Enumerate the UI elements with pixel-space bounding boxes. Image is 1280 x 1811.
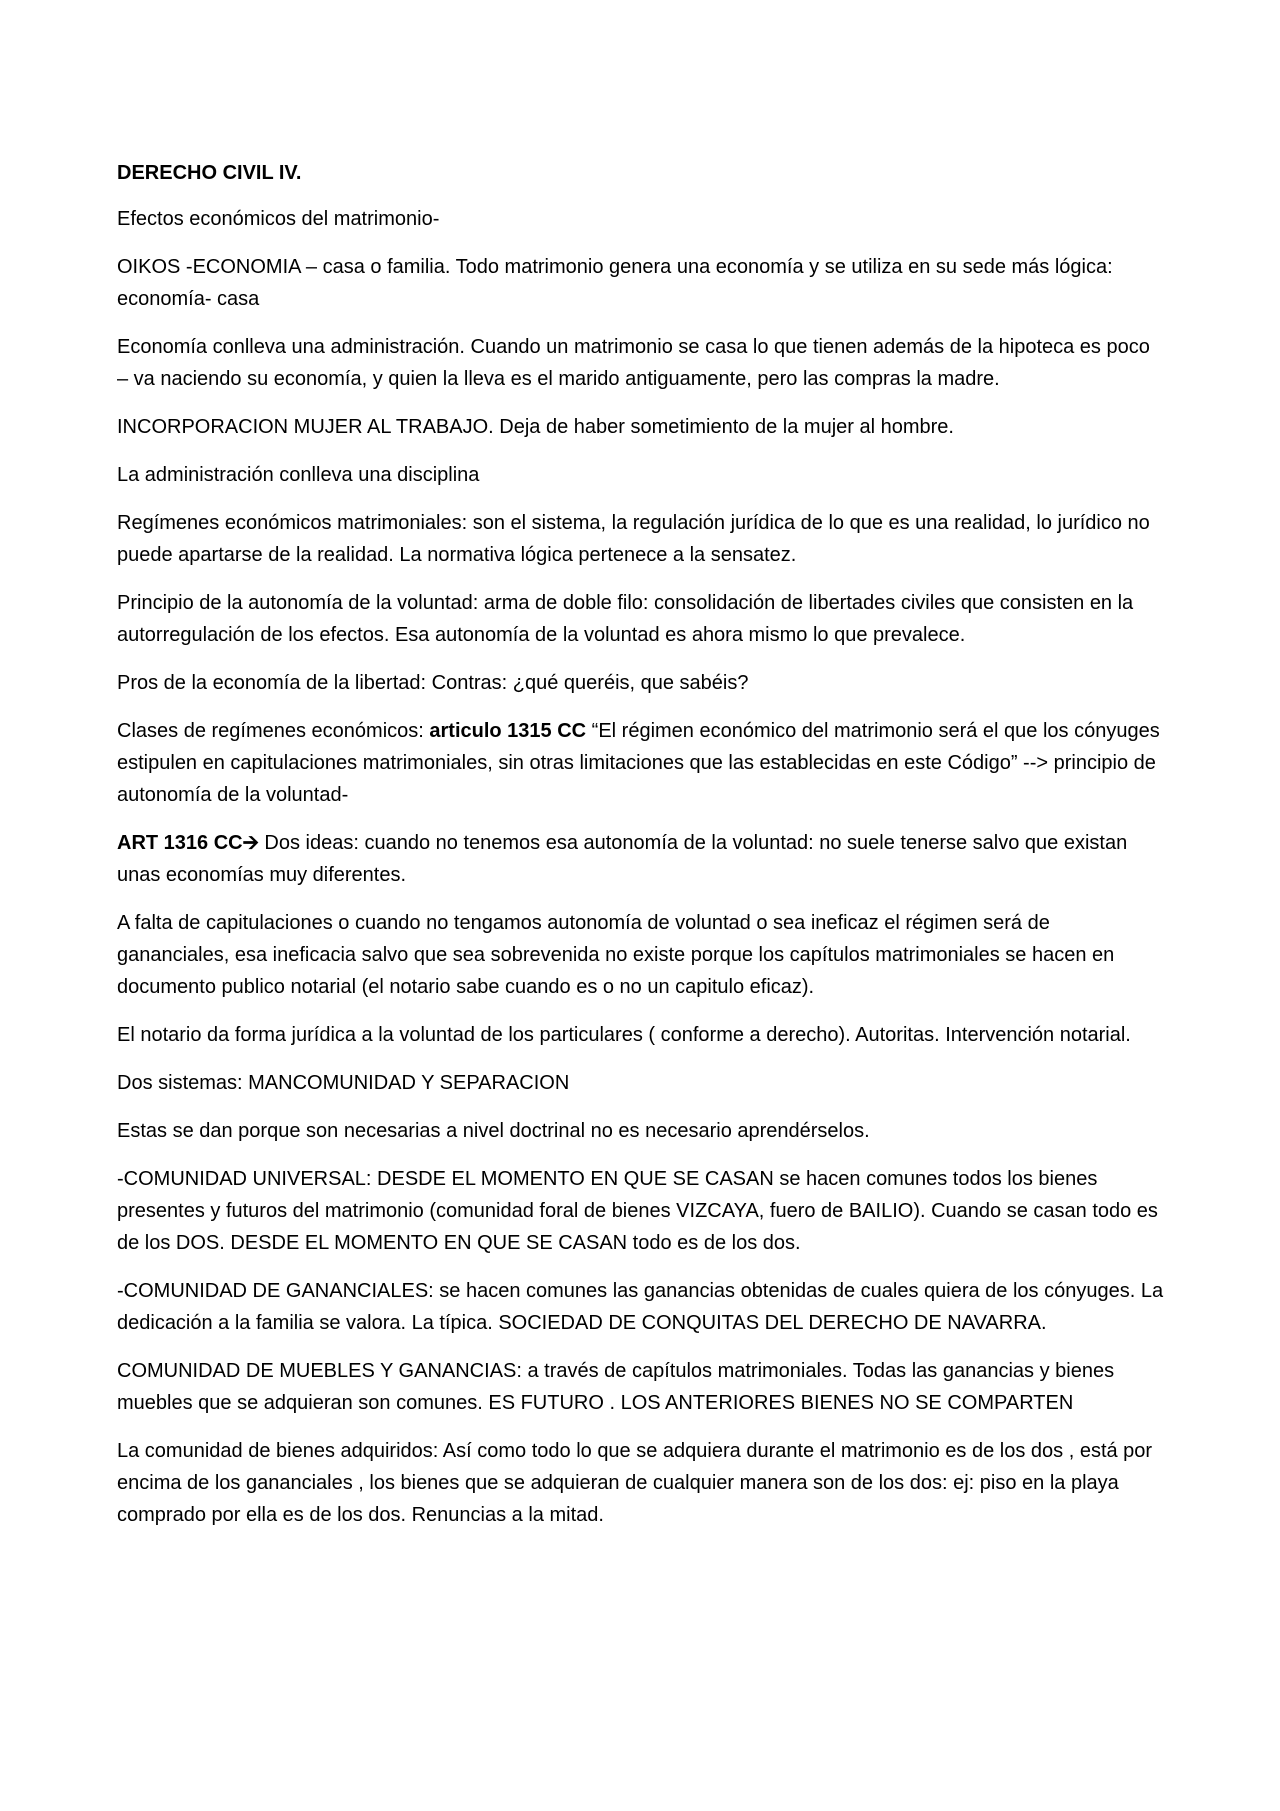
text-segment: Clases de regímenes económicos: (117, 720, 430, 742)
paragraph-autonomia: Principio de la autonomía de la voluntad: arma de doble filo: consolidación de libertades civiles que consisten en la autorregulación de los efectos. Esa autonomía de la voluntad es ahora mismo lo que prevalece. (117, 592, 1134, 646)
paragraph-oikos: OIKOS -ECONOMIA – casa o familia. Todo matrimonio genera una economía y se utiliza en su sede más lógica: economía- casa (117, 256, 1113, 310)
text-segment: “El régimen económico del matrimonio será el que los cónyuges estipulen en capitulaciones matrimoniales, sin otras limitaciones que las establecidas en este Código” --> principio de autonomía de la voluntad- (117, 720, 1160, 806)
paragraph-capitulaciones: A falta de capitulaciones o cuando no tengamos autonomía de voluntad o sea ineficaz el régimen será de gananciales, esa ineficacia salvo que sea sobrevenida no existe porque los capítulos matrimoniales se hacen en documento publico notarial (el notario sabe cuando es o no un capitulo eficaz). (117, 912, 1115, 998)
paragraph-notario: El notario da forma jurídica a la voluntad de los particulares ( conforme a derecho). Autoritas. Intervención notarial. (117, 1024, 1131, 1046)
paragraph-administracion: Economía conlleva una administración. Cuando un matrimonio se casa lo que tienen además de la hipoteca es poco – va naciendo su economía, y quien la lleva es el marido antiguamente, pero las compras la madre. (117, 336, 1150, 390)
paragraph-articulo-1316 (117, 827, 1165, 891)
paragraph-disciplina: La administración conlleva una disciplina (117, 464, 480, 486)
paragraph-regimenes: Regímenes económicos matrimoniales: son el sistema, la regulación jurídica de lo que es una realidad, lo jurídico no puede apartarse de la realidad. La normativa lógica pertenece a la sensatez. (117, 512, 1150, 566)
paragraph-articulo-1315 (117, 715, 1165, 811)
paragraph-comunidad-universal: -COMUNIDAD UNIVERSAL: DESDE EL MOMENTO EN QUE SE CASAN se hacen comunes todos los bienes presentes y futuros del matrimonio (comunidad foral de bienes VIZCAYA, fuero de BAILIO). Cuando se casan todo es de los DOS. DESDE EL MOMENTO EN QUE SE CASAN todo es de los dos. (117, 1168, 1158, 1254)
paragraph-comunidad-gananciales: -COMUNIDAD DE GANANCIALES: se hacen comunes las ganancias obtenidas de cuales quiera de los cónyuges. La dedicación a la familia se valora. La típica. SOCIEDAD DE CONQUITAS DEL DERECHO DE NAVARRA. (117, 1280, 1164, 1334)
text-segment: Dos ideas: cuando no tenemos esa autonomía de la voluntad: no suele tenerse salvo que existan unas economías muy diferentes. (117, 832, 1128, 886)
paragraph-bienes-adquiridos: La comunidad de bienes adquiridos: Así como todo lo que se adquiera durante el matrimonio es de los dos , está por encima de los gananciales , los bienes que se adquieran de cualquier manera son de los dos: ej: piso en la playa comprado por ella es de los dos. Renuncias a la mitad. (117, 1440, 1153, 1526)
arrow-icon: 🡪 (242, 832, 259, 854)
paragraph-doctrinal: Estas se dan porque son necesarias a nivel doctrinal no es necesario aprendérselos. (117, 1120, 870, 1142)
paragraph-incorporacion: INCORPORACION MUJER AL TRABAJO. Deja de haber sometimiento de la mujer al hombre. (117, 416, 954, 438)
paragraph-pros-contras: Pros de la economía de la libertad: Contras: ¿qué queréis, que sabéis? (117, 672, 749, 694)
article-reference: articulo 1315 CC (429, 720, 587, 742)
article-reference: ART 1316 CC (117, 832, 243, 854)
paragraph-dos-sistemas: Dos sistemas: MANCOMUNIDAD Y SEPARACION (117, 1072, 570, 1094)
paragraph-subtitle: Efectos económicos del matrimonio- (117, 208, 440, 230)
document-title: DERECHO CIVIL IV. (117, 162, 302, 184)
paragraph-comunidad-muebles: COMUNIDAD DE MUEBLES Y GANANCIAS: a través de capítulos matrimoniales. Todas las ganancias y bienes muebles que se adquieran son comunes. ES FUTURO . LOS ANTERIORES BIENES NO SE COMPARTEN (117, 1360, 1115, 1414)
